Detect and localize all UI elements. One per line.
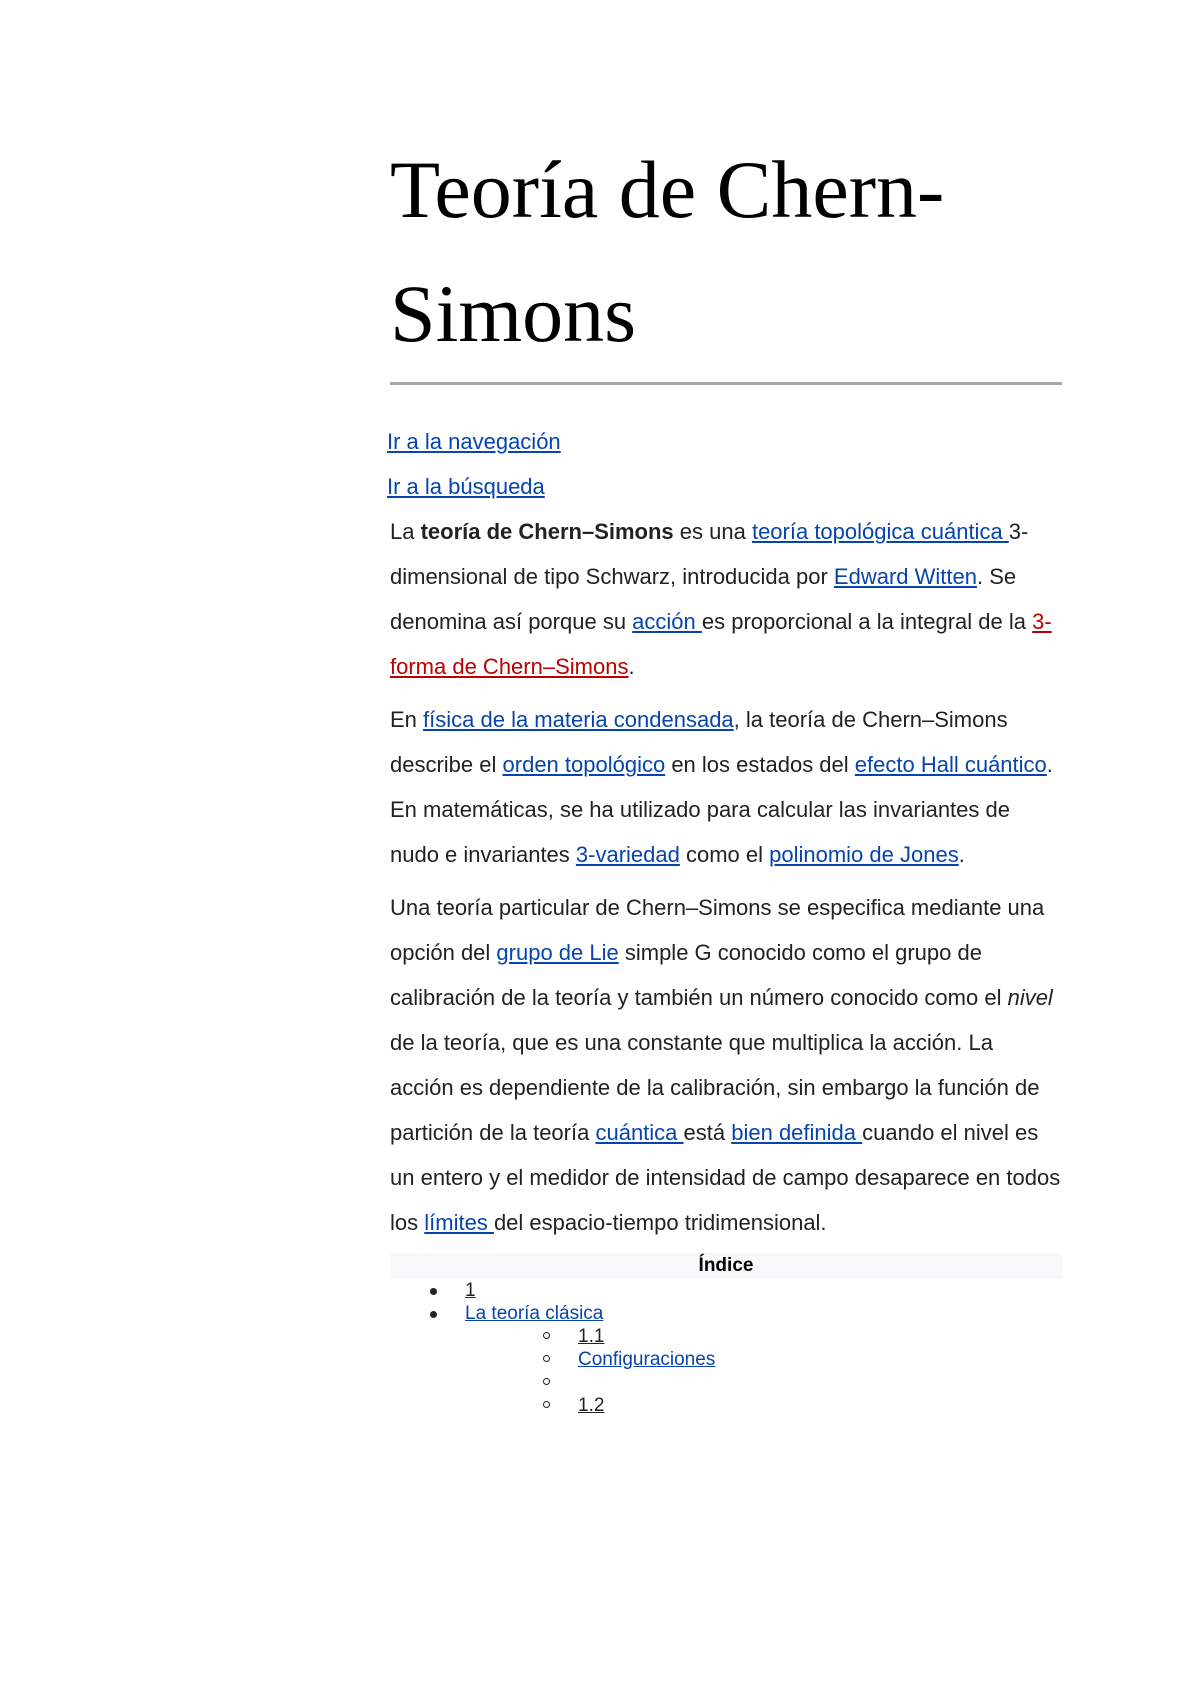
toc-subitem [390, 1348, 1062, 1371]
toc-title: Índice [390, 1253, 1062, 1279]
link-efecto-hall-cuantico[interactable]: efecto Hall cuántico [854, 752, 1047, 777]
article-page [387, 0, 1062, 1417]
link-teoria-topologica-cuantica[interactable]: teoría topológica cuántica [751, 519, 1009, 544]
toc-link-la-teoria-clasica[interactable]: La teoría clásica [465, 1303, 604, 1324]
text-segment: . Se denomina así porque su [390, 564, 1017, 634]
skip-links [387, 419, 1062, 509]
text-segment: . [628, 654, 635, 679]
condensed-matter-paragraph [390, 697, 1062, 877]
page-title: Teoría de Chern-Simons [390, 128, 1062, 385]
italic-term: nivel [1007, 985, 1053, 1010]
toc-subitem [390, 1325, 1062, 1348]
text-segment: es una [673, 519, 752, 544]
theory-definition-paragraph [390, 885, 1062, 1245]
link-bien-definida[interactable]: bien definida [731, 1120, 863, 1145]
toc-link-configuraciones[interactable]: Configuraciones [578, 1349, 716, 1370]
text-segment: , la teoría de Chern–Simons describe el [390, 707, 1008, 777]
toc-item [390, 1302, 1062, 1325]
link-polinomio-de-jones[interactable]: polinomio de Jones [769, 842, 959, 867]
text-segment: es proporcional a la integral de la [701, 609, 1033, 634]
bold-term: teoría de Chern–Simons [420, 519, 674, 544]
text-segment: de la teoría, que es una constante que multiplica la acción. La acción es dependiente de la calibración, sin embargo la función de partición de la teoría [390, 1030, 1040, 1145]
text-segment: . [958, 842, 965, 867]
link-edward-witten[interactable]: Edward Witten [833, 564, 977, 589]
toc-subitem-empty [390, 1371, 1062, 1394]
text-segment: La [390, 519, 421, 544]
text-segment: 3-dimensional de tipo Schwarz, introducida por [390, 519, 1029, 589]
skip-to-search-link[interactable]: Ir a la búsqueda [387, 474, 545, 499]
link-fisica-materia-condensada[interactable]: física de la materia condensada [423, 707, 734, 732]
toc-link-subsection-number[interactable]: 1.1 [578, 1326, 605, 1347]
text-segment: está [683, 1120, 732, 1145]
intro-paragraph [390, 509, 1062, 689]
text-segment: En [390, 707, 424, 732]
text-segment: . En matemáticas, se ha utilizado para calcular las invariantes de nudo e invariantes [390, 752, 1053, 867]
text-segment: como el [679, 842, 770, 867]
table-of-contents [390, 1253, 1062, 1417]
toc-item [390, 1279, 1062, 1302]
toc-list [390, 1279, 1062, 1417]
link-3-variedad[interactable]: 3-variedad [575, 842, 680, 867]
text-segment: simple G conocido como el grupo de calibración de la teoría y también un número conocido como el [390, 940, 1008, 1010]
link-accion[interactable]: acción [632, 609, 702, 634]
link-limites[interactable]: límites [424, 1210, 494, 1235]
text-segment: Una teoría particular de Chern–Simons se especifica mediante una opción del [390, 895, 1045, 965]
skip-to-navigation-link[interactable]: Ir a la navegación [387, 429, 561, 454]
toc-link-section-number[interactable]: 1 [465, 1280, 476, 1301]
toc-subitem [390, 1394, 1062, 1417]
link-orden-topologico[interactable]: orden topológico [502, 752, 666, 777]
text-segment: cuando el nivel es un entero y el medidor de intensidad de campo desaparece en todos los [390, 1120, 1061, 1235]
link-cuantica[interactable]: cuántica [595, 1120, 684, 1145]
text-segment: del espacio-tiempo tridimensional. [493, 1210, 827, 1235]
link-3-forma-chern-simons[interactable]: 3-forma de Chern–Simons [390, 609, 1052, 679]
text-segment: en los estados del [665, 752, 855, 777]
link-grupo-de-lie[interactable]: grupo de Lie [496, 940, 619, 965]
toc-link-subsection-number[interactable]: 1.2 [578, 1395, 605, 1416]
